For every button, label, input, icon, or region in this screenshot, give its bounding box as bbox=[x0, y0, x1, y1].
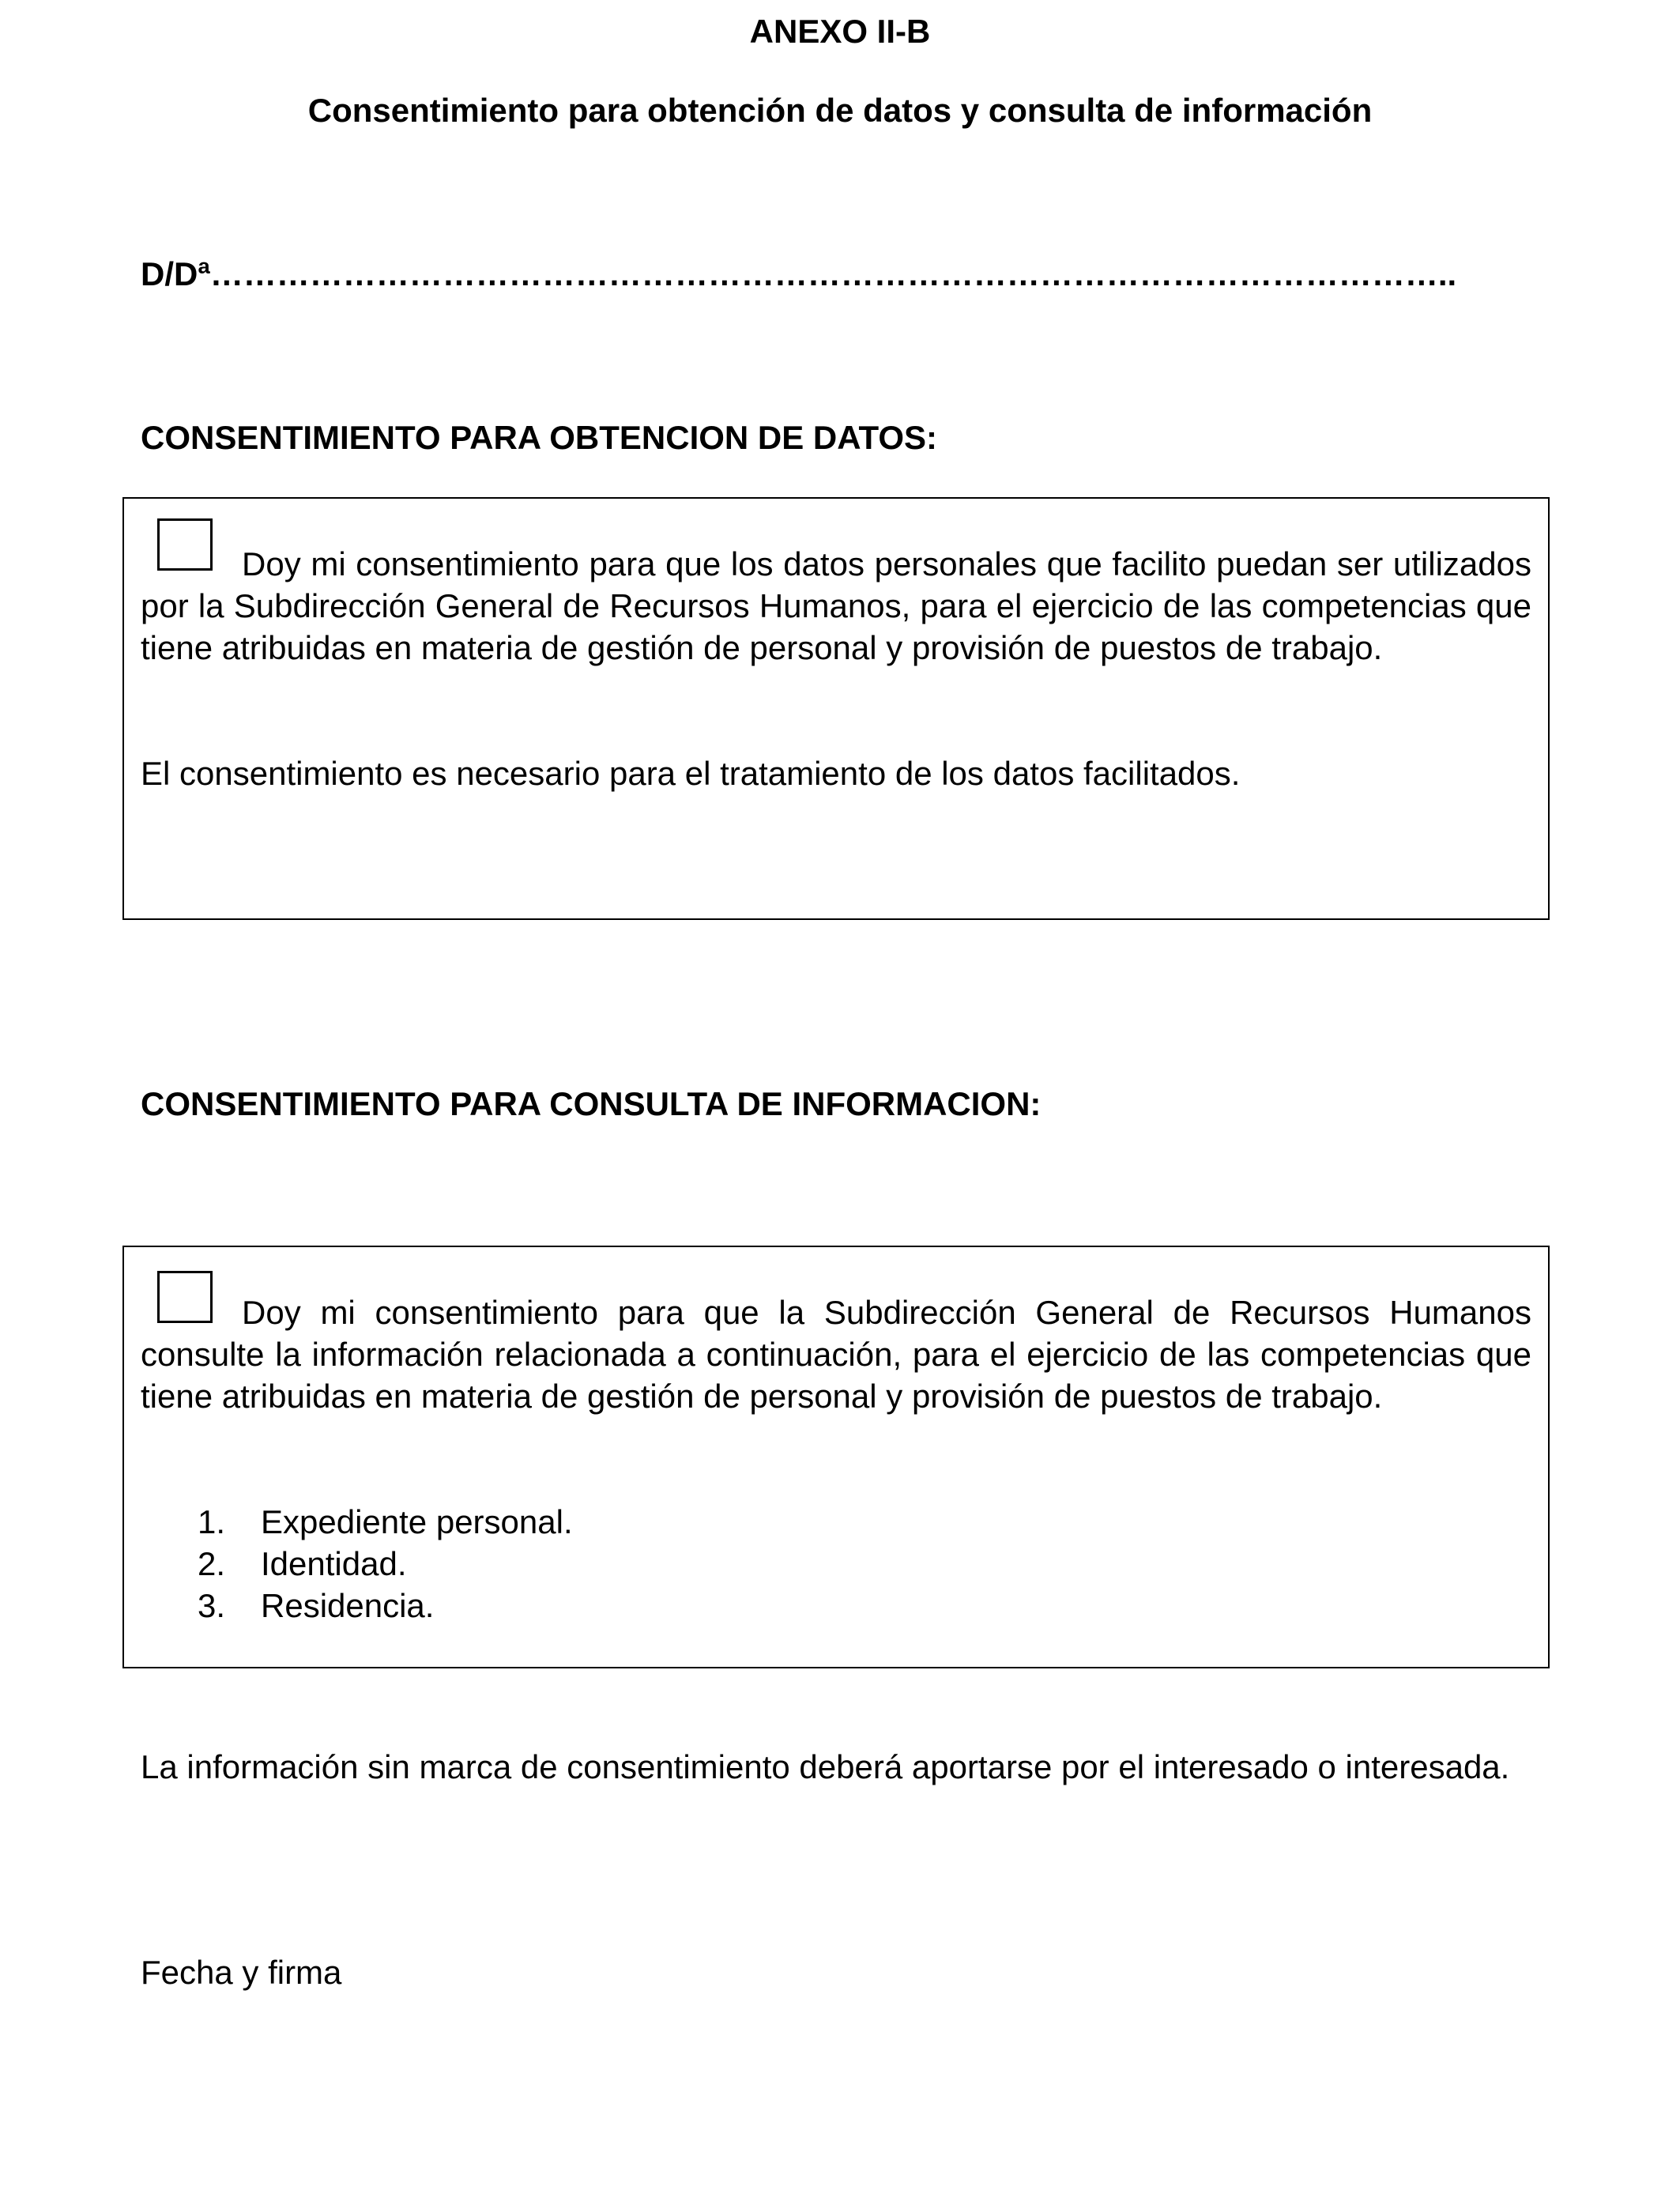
list-item-number: 3. bbox=[198, 1587, 226, 1624]
list-item-number: 2. bbox=[198, 1545, 226, 1582]
list-item bbox=[198, 1501, 573, 1543]
signature-label: Fecha y firma bbox=[141, 1954, 342, 1991]
data-consent-note: El consentimiento es necesario para el tratamiento de los datos facilitados. bbox=[141, 755, 1241, 792]
list-item-number: 1. bbox=[198, 1503, 226, 1540]
list-item-label: Identidad. bbox=[261, 1545, 407, 1582]
section-data-heading: CONSENTIMIENTO PARA OBTENCION DE DATOS: bbox=[141, 419, 938, 456]
list-item-label: Expediente personal. bbox=[261, 1503, 573, 1540]
info-consent-text-content: Doy mi consentimiento para que la Subdirección General de Recursos Humanos consulte la información relacionada a continuación, para el ejercicio de las competencias que tiene atribuidas en materia de gestión de personal y provisión de puestos de trabajo. bbox=[141, 1294, 1531, 1415]
applicant-name-field[interactable]: D/Dª………………………………………………………………………………………………….. bbox=[141, 255, 1457, 292]
info-consent-list bbox=[198, 1501, 573, 1627]
document-title: ANEXO II-B bbox=[749, 13, 931, 50]
info-consent-text bbox=[141, 1291, 1531, 1417]
footer-note: La información sin marca de consentimiento deberá aportarse por el interesado o interesada. bbox=[141, 1748, 1510, 1785]
data-consent-text bbox=[141, 543, 1531, 669]
section-info-heading: CONSENTIMIENTO PARA CONSULTA DE INFORMACION: bbox=[141, 1085, 1042, 1122]
data-consent-text-content: Doy mi consentimiento para que los datos personales que facilito puedan ser utilizados por la Subdirección General de Recursos Humanos, para el ejercicio de las competencias que tiene atribuidas en materia de gestión de personal y provisión de puestos de trabajo. bbox=[141, 545, 1531, 666]
list-item bbox=[198, 1543, 573, 1585]
list-item-label: Residencia. bbox=[261, 1587, 435, 1624]
list-item bbox=[198, 1585, 573, 1627]
document-subtitle: Consentimiento para obtención de datos y consulta de información bbox=[307, 92, 1373, 129]
